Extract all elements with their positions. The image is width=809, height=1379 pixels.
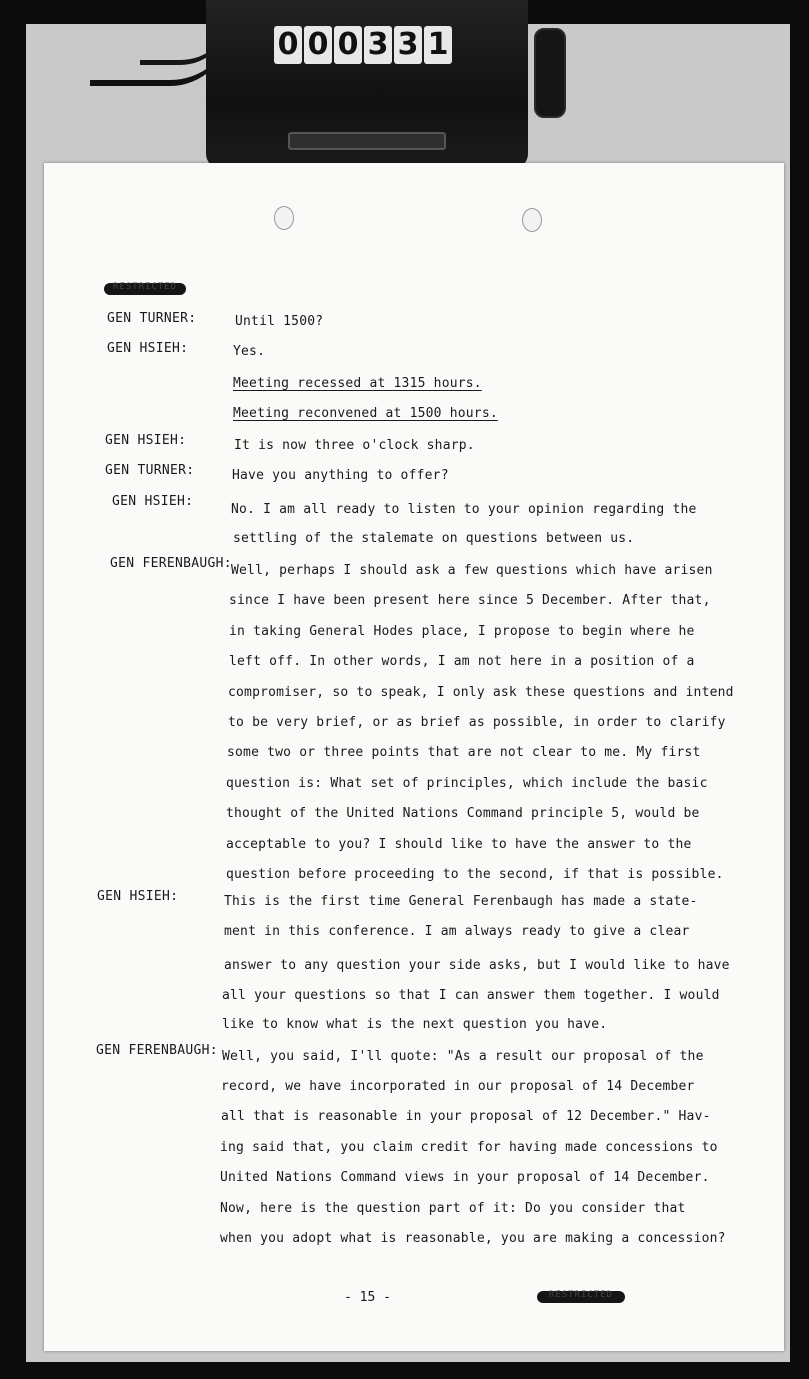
transcript-line: Until 1500? bbox=[235, 314, 324, 329]
counter-slot bbox=[288, 132, 446, 150]
speaker-label: GEN HSIEH: bbox=[107, 341, 189, 356]
transcript-line: United Nations Command views in your proposal of 14 December. bbox=[220, 1170, 710, 1185]
punch-hole-right bbox=[522, 208, 542, 232]
transcript-line: It is now three o'clock sharp. bbox=[234, 438, 475, 453]
counter-knob bbox=[534, 28, 566, 118]
punch-hole-left bbox=[274, 206, 294, 230]
classification-text-top: RESTRICTED bbox=[112, 282, 178, 292]
transcript-line: when you adopt what is reasonable, you are making a concession? bbox=[220, 1231, 726, 1246]
counter-digit: 0 bbox=[334, 26, 362, 64]
transcript-line: Yes. bbox=[233, 344, 266, 359]
classification-stamp-top bbox=[104, 283, 186, 295]
transcript-line: like to know what is the next question you have. bbox=[222, 1017, 608, 1032]
transcript-line: Have you anything to offer? bbox=[232, 468, 449, 483]
page-number: - 15 - bbox=[344, 1290, 391, 1305]
transcript-line: compromiser, so to speak, I only ask these questions and intend bbox=[228, 685, 734, 700]
transcript-line: thought of the United Nations Command principle 5, would be bbox=[226, 806, 700, 821]
transcript-line: ing said that, you claim credit for having made concessions to bbox=[220, 1140, 718, 1155]
transcript-line: some two or three points that are not clear to me. My first bbox=[227, 745, 701, 760]
frame-counter-display bbox=[274, 26, 464, 66]
classification-text-bottom: RESTRICTED bbox=[548, 1290, 614, 1300]
transcript-line: This is the first time General Ferenbaugh has made a state- bbox=[224, 894, 698, 909]
transcript-line-recess-note: Meeting recessed at 1315 hours. bbox=[233, 376, 482, 391]
speaker-label: GEN HSIEH: bbox=[105, 433, 187, 448]
counter-digit: 3 bbox=[364, 26, 392, 64]
transcript-line: all your questions so that I can answer them together. I would bbox=[222, 988, 720, 1003]
transcript-line: answer to any question your side asks, but I would like to have bbox=[224, 958, 730, 973]
counter-digit: 1 bbox=[424, 26, 452, 64]
transcript-line: Well, you said, I'll quote: "As a result our proposal of the bbox=[222, 1049, 704, 1064]
transcript-line: ment in this conference. I am always ready to give a clear bbox=[224, 924, 690, 939]
speaker-label: GEN HSIEH: bbox=[97, 889, 179, 904]
transcript-line: Now, here is the question part of it: Do you consider that bbox=[220, 1201, 686, 1216]
transcript-line: all that is reasonable in your proposal of 12 December." Hav- bbox=[221, 1109, 711, 1124]
counter-digit: 0 bbox=[304, 26, 332, 64]
speaker-label: GEN FERENBAUGH: bbox=[96, 1043, 218, 1058]
transcript-line: since I have been present here since 5 December. After that, bbox=[229, 593, 711, 608]
transcript-line: acceptable to you? I should like to have the answer to the bbox=[226, 837, 692, 852]
transcript-line: No. I am all ready to listen to your opinion regarding the bbox=[231, 502, 697, 517]
transcript-line: question is: What set of principles, which include the basic bbox=[226, 776, 708, 791]
speaker-label: GEN HSIEH: bbox=[112, 494, 194, 509]
classification-stamp-bottom bbox=[537, 1291, 625, 1303]
transcript-line: question before proceeding to the second, if that is possible. bbox=[226, 867, 724, 882]
transcript-line: settling of the stalemate on questions between us. bbox=[233, 531, 635, 546]
transcript-line: record, we have incorporated in our proposal of 14 December bbox=[221, 1079, 695, 1094]
speaker-label: GEN TURNER: bbox=[107, 311, 197, 326]
counter-digit: 0 bbox=[274, 26, 302, 64]
transcript-line: left off. In other words, I am not here in a position of a bbox=[229, 654, 695, 669]
counter-digit: 3 bbox=[394, 26, 422, 64]
speaker-label: GEN TURNER: bbox=[105, 463, 195, 478]
transcript-line-reconvene-note: Meeting reconvened at 1500 hours. bbox=[233, 406, 498, 421]
transcript-line: Well, perhaps I should ask a few questions which have arisen bbox=[231, 563, 713, 578]
speaker-label: GEN FERENBAUGH: bbox=[110, 556, 232, 571]
transcript-line: to be very brief, or as brief as possible, in order to clarify bbox=[228, 715, 726, 730]
transcript-line: in taking General Hodes place, I propose to begin where he bbox=[229, 624, 695, 639]
